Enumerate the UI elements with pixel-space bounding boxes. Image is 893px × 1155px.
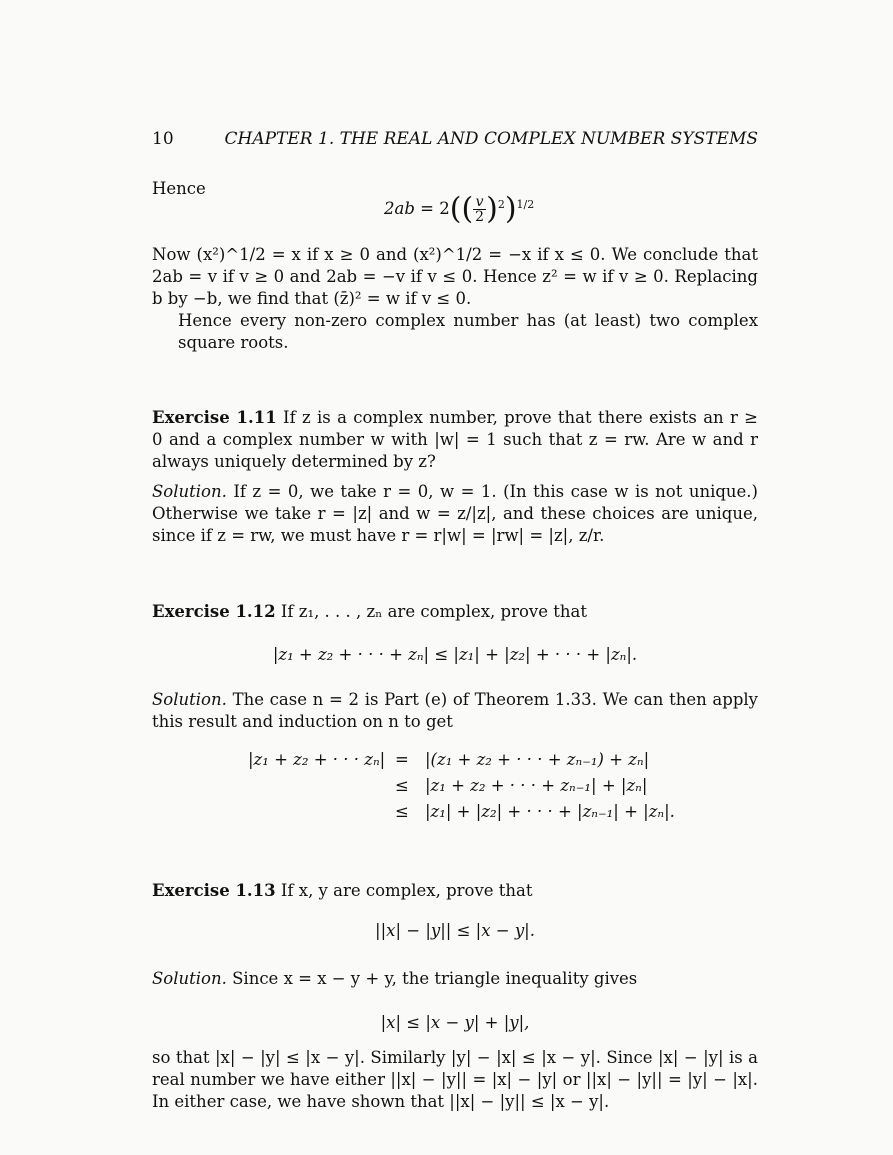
exercise-statement: If z is a complex number, prove that there exists an r ≥ 0 and a complex number w with |w| = 1 such that z = rw. Are w and r always uniquely determined by z?: [152, 408, 759, 471]
hence-word: Hence: [152, 179, 206, 198]
solution-label: Solution.: [152, 482, 227, 501]
triangle-inequality-display: |z₁ + z₂ + · · · + zₙ| ≤ |z₁| + |z₂| + · · · + |zₙ|.: [272, 645, 638, 664]
align-rhs: |(z₁ + z₂ + · · · + zₙ₋₁) + zₙ|: [425, 750, 650, 769]
conclusion-paragraph: so that |x| − |y| ≤ |x − y|. Similarly |y| − |x| ≤ |x − y|. Since |x| − |y| is a real number we have either ||x| − |y|| = |x| − |y| or ||x| − |y|| = |y| − |x|. In either case, we have shown that ||x| − |y|| ≤ |x − y|.: [152, 1048, 758, 1111]
exercise-1-12: [152, 601, 758, 623]
page-number: 10: [152, 129, 174, 149]
align-rel: ≤: [395, 802, 409, 821]
solution-1-13: [152, 968, 758, 990]
solution-label: Solution.: [152, 969, 227, 988]
align-rel: ≤: [395, 776, 409, 795]
equation-2ab: 2ab = 2(( $\frac{v}{2}$ )$^2$)$^{1/2}$: [384, 191, 535, 227]
exercise-statement: If z₁, . . . , zₙ are complex, prove that: [280, 602, 587, 621]
solution-text: If z = 0, we take r = 0, w = 1. (In this case w is not unique.) Otherwise we take r = |z| and w = z/|z|, and these choices are unique, since if z = rw, we must have r = r|w| = |rw| = |z|, z/r.: [152, 482, 758, 545]
paragraph-square-roots: Hence every non-zero complex number has (at least) two complex square roots.: [178, 311, 758, 352]
exercise-label: Exercise 1.12: [152, 602, 276, 621]
paragraph-conclusion: Now (x²)^1/2 = x if x ≥ 0 and (x²)^1/2 = −x if x ≤ 0. We conclude that 2ab = v if v ≥ 0 and 2ab = −v if v ≤ 0. Hence z² = w if v ≥ 0. Replacing b by −b, we find that (z̄)² = w if v ≤ 0.: [152, 245, 758, 308]
solution-text: The case n = 2 is Part (e) of Theorem 1.33. We can then apply this result and induction on n to get: [152, 690, 758, 731]
exercise-label: Exercise 1.11: [152, 408, 277, 427]
exercise-label: Exercise 1.13: [152, 881, 276, 900]
align-rhs: |z₁ + z₂ + · · · + zₙ₋₁| + |zₙ|: [425, 776, 648, 795]
align-rel: =: [395, 750, 409, 769]
exercise-1-13: [152, 880, 758, 902]
align-lhs: |z₁ + z₂ + · · · zₙ|: [248, 750, 386, 769]
solution-text: Since x = x − y + y, the triangle inequality gives: [232, 969, 638, 988]
exercise-statement: If x, y are complex, prove that: [280, 881, 533, 900]
align-rhs: |z₁| + |z₂| + · · · + |zₙ₋₁| + |zₙ|.: [425, 802, 675, 821]
solution-1-11: [152, 481, 758, 547]
solution-label: Solution.: [152, 690, 227, 709]
chapter-title: CHAPTER 1. THE REAL AND COMPLEX NUMBER SYSTEMS: [224, 129, 758, 149]
inequality-display: |x| ≤ |x − y| + |y|,: [380, 1013, 530, 1032]
exercise-1-11: [152, 407, 758, 473]
reverse-triangle-inequality: ||x| − |y|| ≤ |x − y|.: [375, 921, 535, 940]
solution-1-12: [152, 689, 758, 733]
